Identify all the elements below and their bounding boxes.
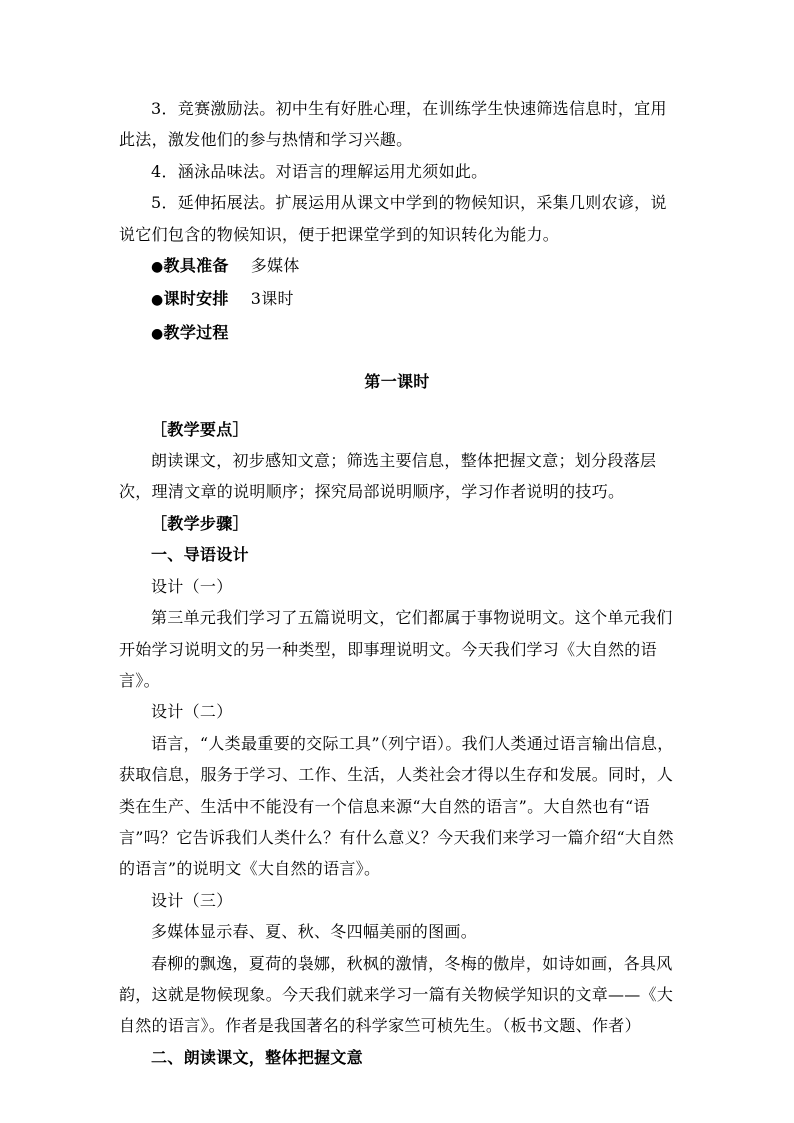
design-1-label: 设计（一） <box>151 576 233 596</box>
bullet-icon: ● <box>151 325 164 342</box>
schedule-value: 3课时 <box>250 289 294 309</box>
key-points-text: 朗读课文，初步感知文意；筛选主要信息，整体把握文意；划分段落层次，理清文章的说明顺序；探究局部说明顺序，学习作者说明的技巧。 <box>119 451 657 502</box>
prep-value: 多媒体 <box>250 256 300 276</box>
design-3-label: 设计（三） <box>151 890 233 910</box>
section-1-heading: 一、导语设计 <box>151 545 249 565</box>
prep-row <box>119 250 675 283</box>
section-2-heading: 二、朗读课文，整体把握文意 <box>151 1047 363 1067</box>
process-row <box>119 317 675 350</box>
bullet-icon: ● <box>151 292 164 309</box>
prep-label: 教具准备 <box>163 256 229 276</box>
design-2-text: 语言，“人类最重要的交际工具”（列宁语）。我们人类通过语言输出信息，获取信息，服务于学习、工作、生活，人类社会才得以生存和发展。同时，人类在生产、生活中不能没有一个信息来源“大自然的语言”。大自然也有“语言”吗？它告诉我们人类什么？有什么意义？今天我们来学习一篇介绍“大自然的语言”的说明文《大自然的语言》。 <box>119 733 674 879</box>
schedule-row <box>119 283 675 316</box>
bullet-icon: ● <box>151 259 164 276</box>
lesson-title: 第一课时 <box>364 372 430 392</box>
schedule-label: 课时安排 <box>163 289 229 309</box>
design-1-text: 第三单元我们学习了五篇说明文，它们都属于事物说明文。这个单元我们开始学习说明文的另一种类型，即事理说明文。今天我们学习《大自然的语言》。 <box>119 608 673 690</box>
method-4-paragraph: 4．涵泳品味法。对语言的理解运用尤须如此。 <box>151 161 488 181</box>
design-3-line: 多媒体显示春、夏、秋、冬四幅美丽的图画。 <box>151 922 478 942</box>
method-5-paragraph: 5．延伸拓展法。扩展运用从课文中学到的物候知识，采集几则农谚，说说它们包含的物候知识，便于把课堂学到的知识转化为能力。 <box>119 193 667 244</box>
key-points-heading: ［教学要点］ <box>151 419 249 439</box>
method-3-paragraph: 3．竞赛激励法。初中生有好胜心理，在训练学生快速筛选信息时，宜用此法，激发他们的参与热情和学习兴趣。 <box>119 99 667 150</box>
process-label: 教学过程 <box>163 322 229 342</box>
steps-heading: ［教学步骤］ <box>151 513 249 533</box>
document-body <box>119 93 675 1073</box>
design-2-label: 设计（二） <box>151 702 233 722</box>
design-3-text: 春柳的飘逸，夏荷的袅娜，秋枫的激情，冬梅的傲岸，如诗如画，各具风韵，这就是物候现象。今天我们就来学习一篇有关物候学知识的文章——《大自然的语言》。作者是我国著名的科学家竺可桢先生。（板书文题、作者） <box>119 953 674 1036</box>
